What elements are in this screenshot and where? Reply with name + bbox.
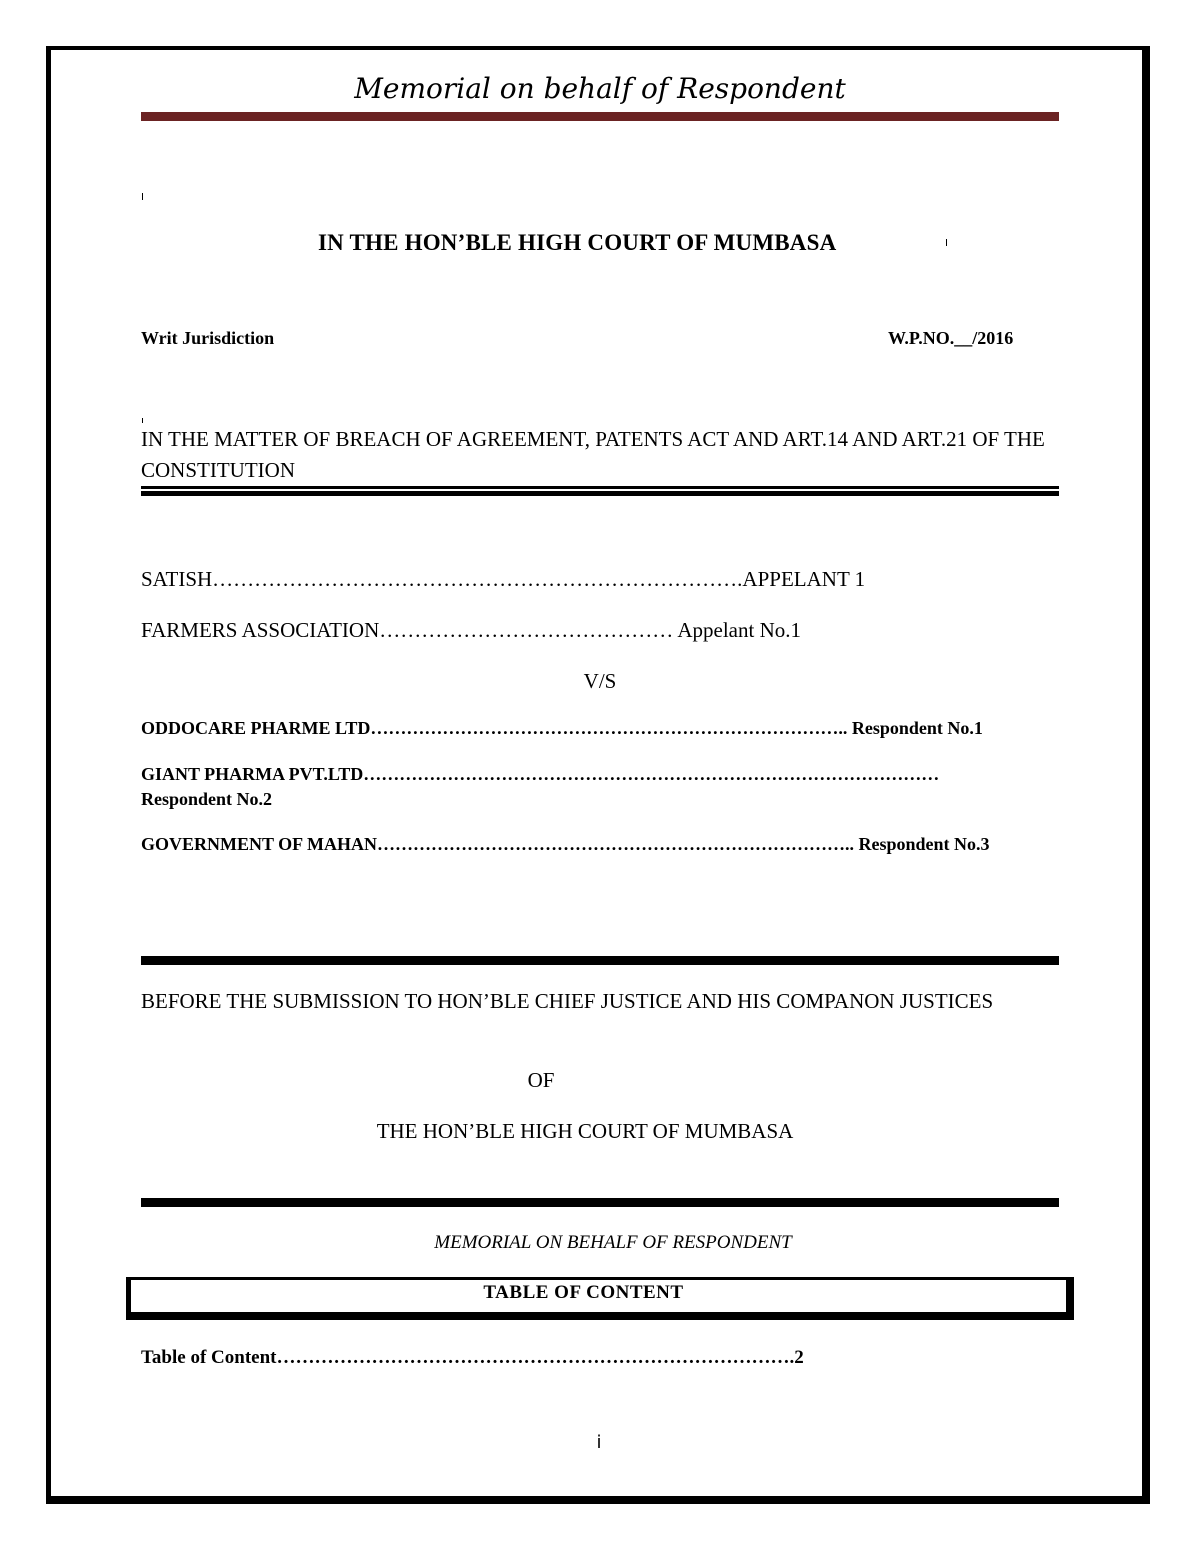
submission-heading: BEFORE THE SUBMISSION TO HON’BLE CHIEF JUSTICE AND HIS COMPANON JUSTICES <box>141 989 994 1013</box>
paragraph-mark <box>946 239 947 246</box>
matter-heading: IN THE MATTER OF BREACH OF AGREEMENT, PATENTS ACT AND ART.14 AND ART.21 OF THE CONSTITUTION <box>141 427 1045 482</box>
jurisdiction-label: Writ Jurisdiction <box>141 328 275 348</box>
paragraph-mark <box>142 418 143 423</box>
toc-heading-box <box>126 1277 1074 1320</box>
double-rule-top <box>141 486 1059 489</box>
running-header-title: Memorial on behalf of Respondent <box>354 72 846 105</box>
memorial-subtitle: MEMORIAL ON BEHALF OF RESPONDENT <box>434 1232 792 1253</box>
of-label: OF <box>527 1068 555 1092</box>
respondent-3: GOVERNMENT OF MAHAN…………………………………………………………………….. Respondent No.3 <box>141 834 990 854</box>
respondent-2-label: Respondent No.2 <box>141 789 273 809</box>
paragraph-mark <box>142 193 143 200</box>
toc-entry[interactable]: Table of Content……………………………………………………………………….2 <box>141 1347 804 1368</box>
appellant-2: FARMERS ASSOCIATION…………………………………… Appelant No.1 <box>141 618 801 642</box>
page-number: i <box>596 1432 602 1453</box>
versus: V/S <box>583 669 617 693</box>
petition-number: W.P.NO.__/2016 <box>888 328 1014 348</box>
respondent-2: GIANT PHARMA PVT.LTD…………………………………………………………………………………… <box>141 764 940 784</box>
court-title: IN THE HON’BLE HIGH COURT OF MUMBASA <box>318 230 837 255</box>
respondent-1: ODDOCARE PHARME LTD…………………………………………………………………….. Respondent No.1 <box>141 718 983 738</box>
header-rule <box>141 112 1059 121</box>
court-repeat: THE HON’BLE HIGH COURT OF MUMBASA <box>376 1119 794 1143</box>
section-rule <box>141 1198 1059 1207</box>
toc-title: TABLE OF CONTENT <box>483 1282 684 1303</box>
section-rule <box>141 956 1059 965</box>
double-rule-bottom <box>141 491 1059 496</box>
appellant-1: SATISH………………………………………………………………….APPELANT 1 <box>141 567 866 591</box>
